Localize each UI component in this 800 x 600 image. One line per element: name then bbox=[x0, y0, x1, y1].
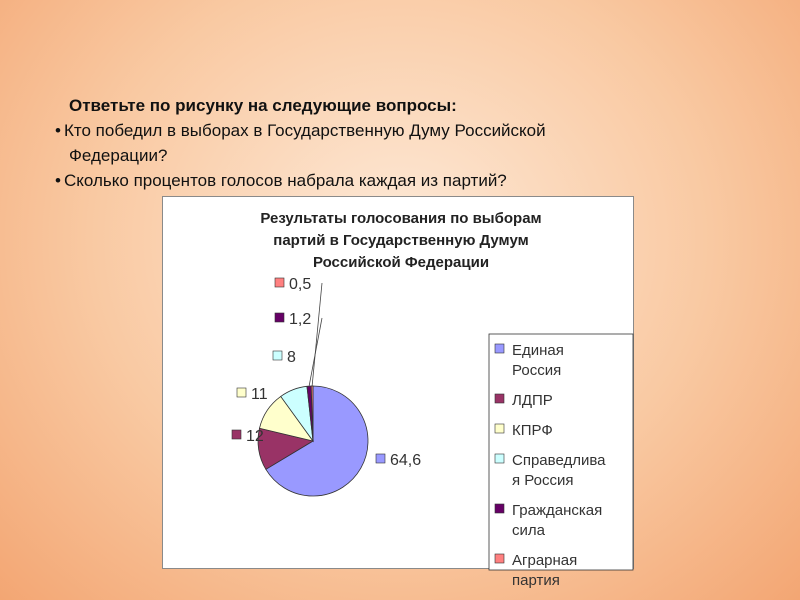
data-label-key bbox=[273, 351, 282, 360]
questions-title: Ответьте по рисунку на следующие вопросы: bbox=[69, 96, 457, 115]
legend-label: партия bbox=[512, 572, 560, 589]
question-1 bbox=[55, 118, 755, 168]
legend-label: КПРФ bbox=[512, 422, 553, 439]
data-label: 64,6 bbox=[390, 452, 422, 469]
leader-line bbox=[312, 283, 322, 386]
question-2-line-1: Сколько процентов голосов набрала каждая из партий? bbox=[64, 171, 507, 190]
legend-key bbox=[495, 504, 504, 513]
pie-chart bbox=[163, 197, 635, 589]
chart-title-line: Российской Федерации bbox=[312, 254, 490, 271]
data-label-key bbox=[237, 388, 246, 397]
legend-label: Справедлива bbox=[512, 452, 606, 469]
data-label: 1,2 bbox=[289, 311, 312, 328]
chart-title-line: партий в Государственную Думум bbox=[273, 232, 529, 249]
legend-label: ЛДПР bbox=[512, 392, 553, 409]
chart-area bbox=[162, 196, 634, 589]
bullet: • bbox=[55, 171, 61, 190]
legend-label: Единая bbox=[512, 342, 564, 359]
legend-key bbox=[495, 424, 504, 433]
question-1-line-2: Федерации? bbox=[69, 146, 168, 165]
data-label: 12 bbox=[246, 428, 264, 445]
legend-label: Гражданская bbox=[512, 502, 603, 519]
question-1-line-1: Кто победил в выборах в Государственную Думу Российской bbox=[64, 121, 546, 140]
legend-label: сила bbox=[512, 522, 545, 539]
legend-key bbox=[495, 554, 504, 563]
legend-label: Россия bbox=[512, 362, 562, 379]
data-label-key bbox=[232, 430, 241, 439]
data-label: 0,5 bbox=[289, 276, 312, 293]
legend-label: Аграрная bbox=[512, 552, 578, 569]
legend-label: я Россия bbox=[512, 472, 574, 489]
data-label-key bbox=[275, 278, 284, 287]
legend-key bbox=[495, 394, 504, 403]
data-label-key bbox=[376, 454, 385, 463]
question-2 bbox=[55, 168, 755, 193]
data-label: 8 bbox=[287, 349, 296, 366]
chart-title-line: Результаты голосования по выборам bbox=[260, 210, 542, 227]
legend-key bbox=[495, 454, 504, 463]
bullet: • bbox=[55, 121, 61, 140]
data-label: 11 bbox=[251, 386, 268, 403]
questions-block bbox=[55, 93, 755, 193]
data-label-key bbox=[275, 313, 284, 322]
legend-key bbox=[495, 344, 504, 353]
